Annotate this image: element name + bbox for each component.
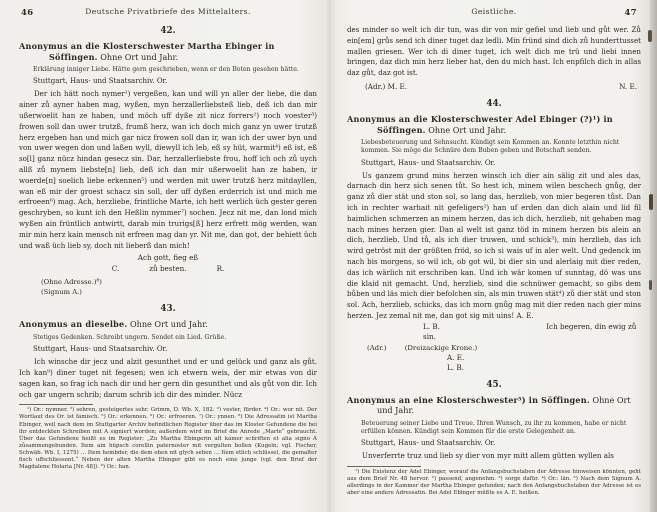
letter-45-number: 45. xyxy=(486,379,502,390)
letter-43-source: Stuttgart, Haus- und Staatsarchiv. Or. xyxy=(33,345,168,354)
letter-44-title xyxy=(347,114,641,135)
page-header-right xyxy=(347,7,641,19)
page-number: 47 xyxy=(624,7,637,17)
letter-44-title-main: Anonymus an die Klosterschwester Adel Ebinger (?)¹) in Söffingen. xyxy=(347,113,613,135)
letter-42-initial-r: R. xyxy=(216,264,225,274)
letter-42-note-address: (Ohne Adresse.)⁸) xyxy=(41,278,102,287)
letter-44-motto: Ich begeren, din ewig zů sin. xyxy=(423,321,637,342)
letter-42-body: Der ich hätt noch nymer¹) vergeßen, kan und will yn aller der liebe, die dan ainer zů ayner haben mag, wyßen, myn herzallerliebsteß lieb, deß ich dan mir ußerwoelit han ze haben, und möch uff dyße zit nicz forrers²) noch voester³) frowen soll dan uwer trutzß, frumß herz, wan ich doch mich ganz yn uwer trutzß herz ergeben han und mich gar nicz frowen soll dan ir, wan ich der uwer byn und von uwer wegen don und laßen wyll, diewyll ich leb, eß sy hüt, warmit⁴) eß ist, eß so[l] ganz nücz hindan gesecz sin. Dar, herzallerliebste frou, hoff ich och zů uych allß zů mynem liebste[n] lieb, deß ich dan mir ußerwoelit han ze haben, ir woerde[n] soelich liebe erkennen⁵) und werden mit uwer trutzß herz mitdayllen, wan eß mir der groest schacz sin soll, der uff dyßen erderrich ist und mich me erfroeen⁶) mag. Ach, herzliebe, frintliche Marte, ich hett werlich üch gester geren geschryben, so kunt ich den Heßlin nymmer⁷) sochen. Jecz nit me, dan lond mich wyßen ain früntlich antwirtt, darab min trurigs[ß] herz erfrett mög werden, wan mir min herz kain mensch nit erfreen mag dan yr. Nit me, dan got, der behiett üch und waß üch lieb sy, doch nit lieberß dan mich! xyxy=(19,89,317,250)
page-number: 46 xyxy=(21,7,34,17)
letter-43-dateline: Ohne Ort und Jahr. xyxy=(130,319,208,330)
letter-45-source: Stuttgart, Haus- und Staatsarchiv. Or. xyxy=(361,439,496,448)
letter-44-dateline: Ohne Ort und Jahr. xyxy=(428,124,507,135)
letter-42-title-main: Anonymus an die Klosterschwester Martha Ebinger in Söffingen. xyxy=(19,41,275,62)
letter-44-adr-label: (Adr.) xyxy=(367,343,387,352)
letter-42-summary: Erklärung inniger Liebe. Hätte gern geschrieben, wenn er den Boten gesehen hätte. xyxy=(33,66,299,74)
letter-44-initials-lb: L. B. xyxy=(423,321,440,331)
letter-42-note-signum: (Signum A.) xyxy=(41,288,82,297)
letter-42-initial-c: C. xyxy=(111,264,120,274)
letter-44-summary: Liebesbeteuerung und Sehnsucht. Kündigt sein Kommen an. Konnte letzthin nicht kommen. Sie möge die Schnüre dem Buben geben und Botschaft senden. xyxy=(361,139,620,155)
page-47 xyxy=(330,0,657,512)
letter-44-adr-initials-2: L. B. xyxy=(447,362,464,372)
footnote-rule-left xyxy=(19,404,93,405)
letter-43-signature-row xyxy=(365,81,637,92)
letter-43-number: 43. xyxy=(160,304,176,315)
letter-42-dateline: Ohne Ort und Jahr. xyxy=(100,51,179,62)
letter-44-number: 44. xyxy=(486,98,502,109)
letter-43-signature: N. E. xyxy=(619,81,637,91)
page-header-left xyxy=(19,7,317,19)
letter-42-source: Stuttgart, Haus- und Staatsarchiv. Or. xyxy=(33,77,168,86)
letter-45-body: Unverferrte truz und lieb sy dier von myr mitt allem gütten wyllen als xyxy=(362,451,614,461)
letter-42-number: 42. xyxy=(160,26,176,36)
letter-44-body: Us ganzem grund mins herzen winsch ich dier ain sälig zit und ales das, darnach din herz sich senen tůt. So hest ich, minem wilen beschech gnůg, der ganz zů dier stät und ston sol, so lang das, herzlieb, von mier begeren tůst. Dan ich in rechter warhait nit gefeligers²) han uf erden dan dich alain und lid fil haimlichen schmerzen an minem herzen, das ich dich, herzlieb, nit gehaben mag nach mines herzen gier. Dan al welt ist ganz töd in minem herzen bis alein an dich, herzlieb. Und tů, als ich dier truwen, und schick³), min herzlieb, das ich wird getröst mit der größten fröd, so ich si wais uf in aler welt. Und gedenck im nach bis morgens, so wil ich, ob got wil, bi dier sin und alerlaig mit dier reden, das ich wärlich nit erschriben kan. Und ich wär komen uf sunntag, dö was uns die klaid nit gemacht. Und, herzlieb, sind die schnüwer gemacht, so gibs dem bůben und läs mich dier befolchen sin, als min truwen stät⁴) zů dier stät und ston sol. Ach, herzlieb, schicks, das ich morn gnůg mag mit dier reden nach gier mins herzen. Jez zemal nit me, dan got sig mit uins! A. E. xyxy=(347,170,641,320)
letter-45-dateline: Ohne Ort und Jahr. xyxy=(377,394,631,416)
letter-43-title xyxy=(19,319,317,330)
letter-43-title-main: Anonymus an dieselbe. xyxy=(19,319,128,330)
letter-45-title xyxy=(347,395,641,416)
letter-42-closing-center: zů besten. xyxy=(149,264,187,274)
letter-44-source: Stuttgart, Haus- und Staatsarchiv. Or. xyxy=(361,158,496,167)
letter-43-address: (Adr.) M. E. xyxy=(365,81,408,91)
letter-45-title-main: Anonymus an eine Klosterschwester⁵) in Söffingen. xyxy=(347,394,590,405)
letter-43-summary: Stetiges Gedenken. Schreibt ungern. Sendet ein Lied. Grüße. xyxy=(33,333,227,341)
running-title: Deutsche Privatbriefe des Mittelalters. xyxy=(85,7,251,16)
letter-42-closing-row xyxy=(19,263,317,274)
letter-42-title xyxy=(19,41,317,62)
letter-44-adr-device: (Dreizackige Krone.) xyxy=(404,343,478,352)
letter-42-notes xyxy=(41,277,317,297)
letter-42-closing-invocation: Ach gott, fieg eß xyxy=(137,253,199,263)
letter-45-summary: Beteuerung seiner Liebe und Treue. Ihren Wunsch, zu ihr zu kommen, habe er nicht erfüllen können. Kündigt sein Kommen für die erste Gelegenheit an. xyxy=(361,419,627,436)
letter-44-address-row xyxy=(367,343,641,353)
footnotes-left: ¹) Or.: nymner. ²) sehren, gesteigertes sehr. Grimm, D. Wb. X, 182. ³) vester, fürder. ⁴) Or.: wor nit. Der Wortlaut des Or. ist famisch. ⁵) Or.: erkennen. ⁶) Or.: erfroeren. ⁷) Or.: ynnen. ⁸) Die Adressatin ist Martha Ebinger, weil nach dem im Stuttgarter Archiv befindlichen Register über das im Kloster Gefundene die bei ihr entdeckten Schreiben mit A signiert worden; außerdem wird im Brief die Anrede „Marte“ gebraucht. Über das Gefundene heißt es im Register: „Zu Martha Ebingerin alt kamer schriften et alia signo A zůsammengebunden. Item ain hüpsch corellin paternoster mit vergulten bollen (Kugeln; vgl. Fischer, Schwäb. Wb. I, 1275) … Item hembder, die dem oben nit glych sehen … Item etlich schlüssel, die gemalter fisch uffschliessent.“ Neben der alten Martha Ebinger gibt es noch eine junge (vgl. den Brief der Magdalene Holaria [Nr. 48]). ⁹) Or.: han. xyxy=(19,407,317,471)
letter-44-signature-row xyxy=(423,322,641,343)
running-title: Geistliche. xyxy=(471,7,517,16)
footnote-rule-right xyxy=(347,466,421,467)
letter-43-continuation: des minder so welt ich dir tun, was dir von mir gefiel und lieb und gůt wer. Zů ein[em] grůs send ich diner tuget daz ledli. Min fründ sind dich zů hunderttusset mallen griesen. Wer ich di diner tuget, ich welt dich me trü und liebi innen bringen, daz dich min herz lieber hat, den du mich hast. Ich enpfilch dich in allas daz gůt, daz got ist. xyxy=(347,25,641,78)
letter-44-adr-initials-1: A. E. xyxy=(447,352,465,362)
letter-43-body: Ich winsche dir jecz und alzit gesunthet und er und gelück und ganz als gůt. Ich kan⁹) diner tuget nit fegesen; wen ich etwern weis, der mir etwas von dir sagen kan, so frag ich nach dir und her gern din gesunthet und als gůt von dir. Ich och gar ungern schrib; darum schrib ich dir des minder. Nücz xyxy=(19,357,317,399)
footnotes-right: ¹) Die Existenz der Adel Ebinger, worauf die Anfangsbuchstaben der Adresse hinweisen könnten, geht aus dem Brief Nr. 48 hervor. ²) passend, angenehm. ³) sorge dafür. ⁴) Or.: län. ⁵) Nach dem Signum A. allerdings in der Kammer der Martha Ebinger gefunden; nach den Anfangsbuchstaben der Adresse ist es aber eine andere Adressatin. Bei Adel Ebinger müßte es A. E. heißen. xyxy=(347,469,641,497)
